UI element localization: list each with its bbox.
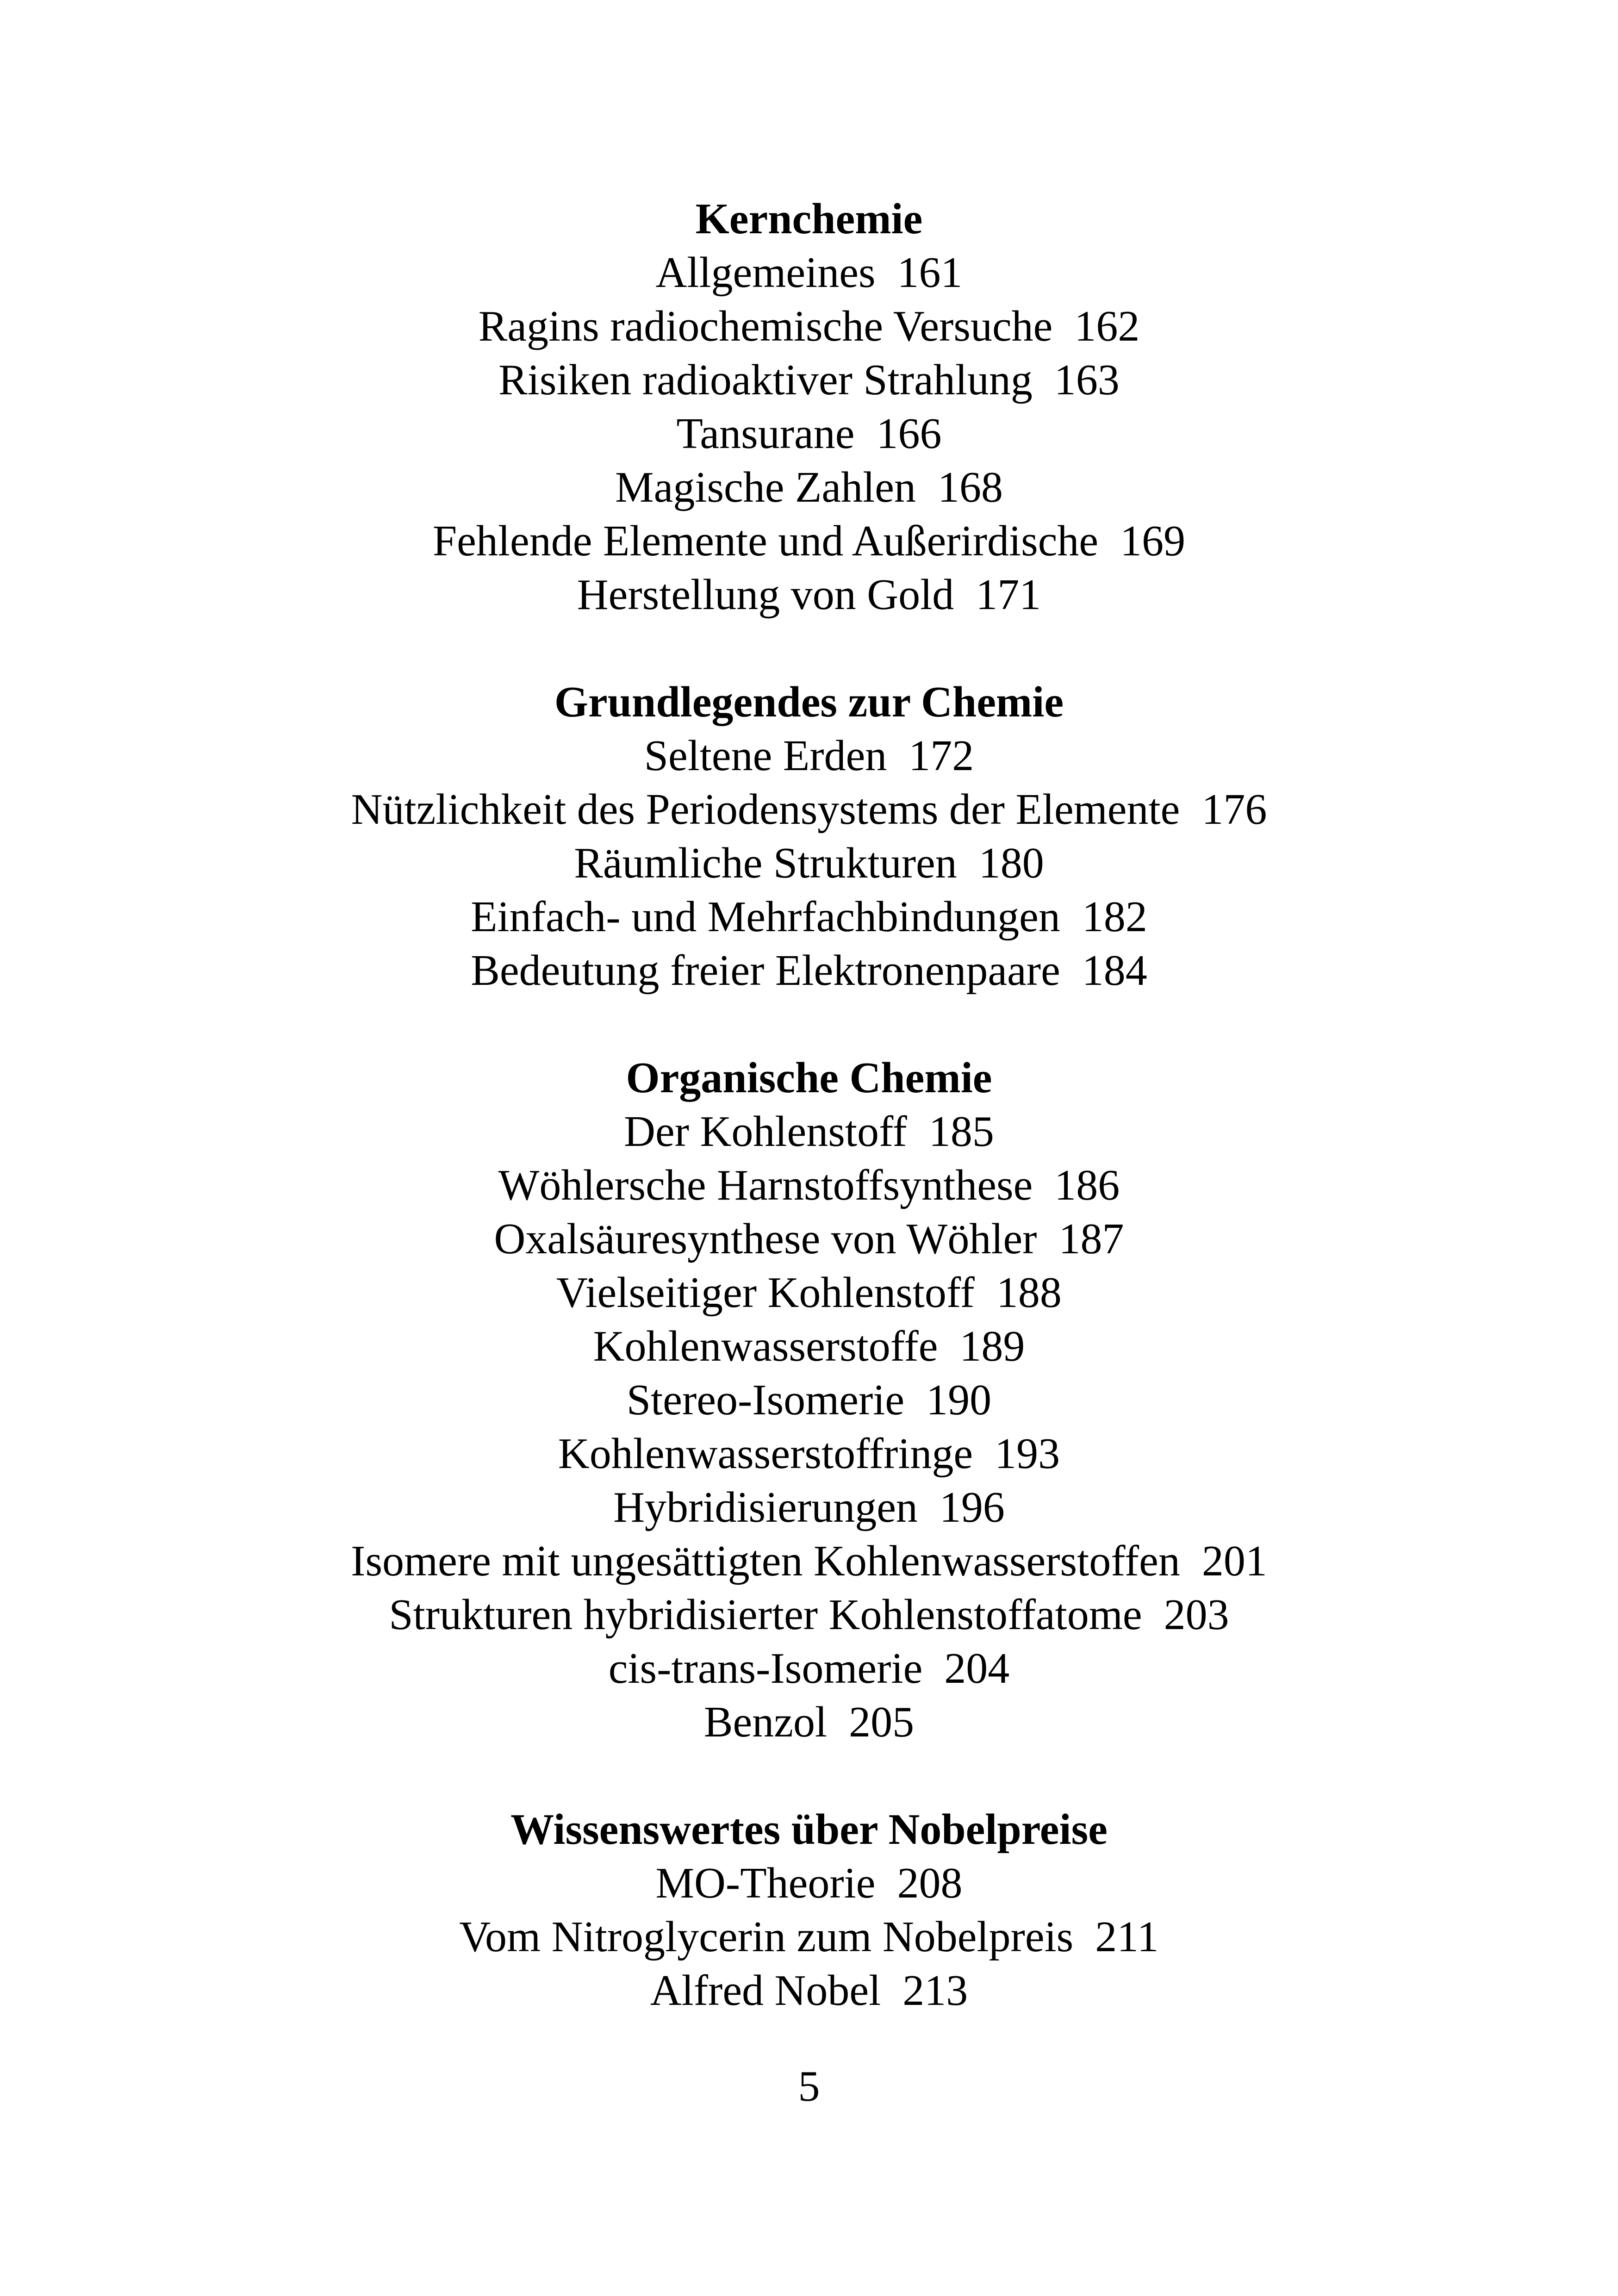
toc-entry: MO-Theorie 208 bbox=[655, 1859, 963, 1907]
toc-entry: Tansurane 166 bbox=[676, 410, 942, 458]
page-number: 5 bbox=[798, 2062, 820, 2110]
toc-entry: Herstellung von Gold 171 bbox=[577, 571, 1041, 619]
toc-entry: Stereo-Isomerie 190 bbox=[626, 1376, 992, 1424]
toc-entry: Isomere mit ungesättigten Kohlenwasserstoffen 201 bbox=[351, 1537, 1267, 1585]
toc-entry: Strukturen hybridisierter Kohlenstoffatome 203 bbox=[389, 1591, 1229, 1639]
toc-entry: Vielseitiger Kohlenstoff 188 bbox=[556, 1269, 1062, 1317]
section-heading: Kernchemie bbox=[695, 195, 923, 243]
toc-entry: Seltene Erden 172 bbox=[644, 732, 974, 780]
toc-entry: Kohlenwasserstoffringe 193 bbox=[558, 1430, 1060, 1478]
toc-entry: cis-trans-Isomerie 204 bbox=[608, 1644, 1010, 1692]
toc-entry: Kohlenwasserstoffe 189 bbox=[593, 1322, 1025, 1370]
toc-entry: Wöhlersche Harnstoffsynthese 186 bbox=[498, 1161, 1120, 1209]
toc-section-nobelpreise bbox=[0, 1803, 1618, 2017]
section-heading: Grundlegendes zur Chemie bbox=[554, 678, 1064, 726]
table-of-contents bbox=[0, 192, 1618, 2071]
toc-entry: Allgemeines 161 bbox=[655, 249, 963, 297]
toc-entry: Benzol 205 bbox=[703, 1698, 915, 1746]
toc-section-organische-chemie bbox=[0, 1051, 1618, 1749]
toc-entry: Hybridisierungen 196 bbox=[613, 1483, 1005, 1531]
toc-section-kernchemie bbox=[0, 192, 1618, 622]
toc-entry: Bedeutung freier Elektronenpaare 184 bbox=[471, 946, 1147, 995]
toc-entry: Der Kohlenstoff 185 bbox=[624, 1108, 994, 1156]
toc-section-grundlegendes bbox=[0, 675, 1618, 997]
toc-entry: Alfred Nobel 213 bbox=[650, 1966, 968, 2015]
section-heading: Organische Chemie bbox=[626, 1054, 992, 1102]
toc-entry: Ragins radiochemische Versuche 162 bbox=[478, 302, 1140, 350]
toc-entry: Magische Zahlen 168 bbox=[615, 463, 1003, 511]
toc-entry: Oxalsäuresynthese von Wöhler 187 bbox=[494, 1215, 1124, 1263]
toc-entry: Einfach- und Mehrfachbindungen 182 bbox=[471, 893, 1147, 941]
toc-entry: Räumliche Strukturen 180 bbox=[574, 839, 1044, 887]
toc-entry: Vom Nitroglycerin zum Nobelpreis 211 bbox=[459, 1913, 1159, 1961]
toc-entry: Fehlende Elemente und Außerirdische 169 bbox=[432, 517, 1186, 565]
toc-entry: Risiken radioaktiver Strahlung 163 bbox=[498, 356, 1120, 404]
section-heading: Wissenswertes über Nobelpreise bbox=[510, 1805, 1108, 1854]
toc-entry: Nützlichkeit des Periodensystems der Elemente 176 bbox=[351, 785, 1267, 834]
